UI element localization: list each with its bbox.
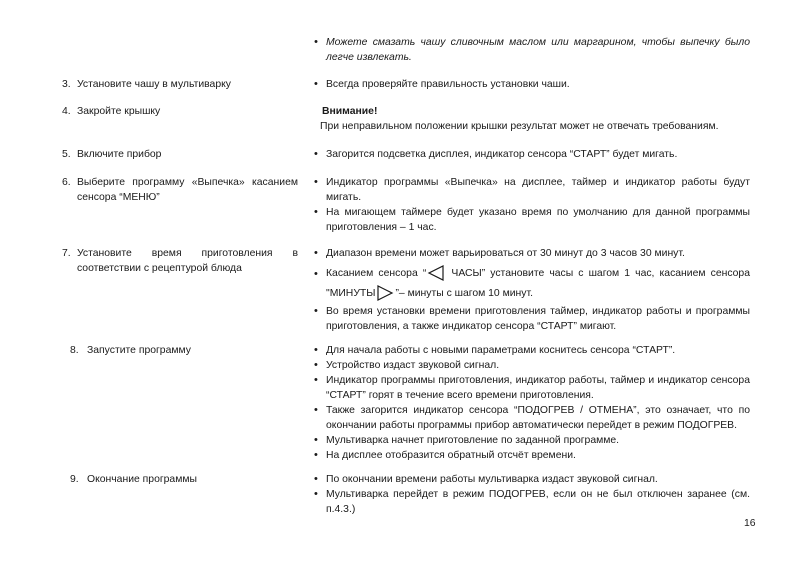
step-4-warning: [313, 104, 759, 134]
step-text: Окончание программы: [87, 474, 197, 485]
note-item: • Для начала работы с новыми параметрами коснитесь сенсора “СТАРТ”.: [313, 343, 750, 358]
note-item: • Устройство издаст звуковой сигнал.: [313, 358, 750, 373]
triangle-left-icon: [427, 264, 445, 282]
note-item: • Индикатор программы приготовления, индикатор работы, таймер и индикатор сенсора “СТАРТ” горят в течение всего времени приготовления.: [313, 373, 750, 403]
step-number: 4.: [62, 106, 71, 117]
note-item: • На мигающем таймере будет указано время по умолчанию для данной программы приготовления – 1 час.: [313, 205, 750, 235]
note-item: • Индикатор программы «Выпечка» на дисплее, таймер и индикатор работы будут мигать.: [313, 175, 750, 205]
sensor-note-part3: ”– минуты с шагом 10 минут.: [395, 288, 533, 299]
step-number: 9.: [70, 474, 79, 485]
step-text: Запустите программу: [87, 345, 191, 356]
step-7-notes: [313, 246, 750, 334]
step-text: Включите прибор: [77, 149, 162, 160]
triangle-right-icon: [376, 284, 394, 302]
step-3-notes: [313, 77, 750, 92]
step-number: 6.: [62, 177, 71, 188]
step-3-instruction: [62, 77, 298, 92]
sensor-note-part1: Касанием сенсора “: [326, 268, 427, 279]
note-item: • Также загорится индикатор сенсора “ПОДОГРЕВ / ОТМЕНА”, это означает, что по окончании работы программы прибор автоматически перейдет в режим ПОДОГРЕВ.: [313, 403, 750, 433]
step-8-notes: [313, 343, 750, 463]
note-item: • Мультиварка начнет приготовление по заданной программе.: [313, 433, 750, 448]
warning-title: Внимание!: [322, 106, 378, 117]
step-9-notes: [313, 472, 750, 517]
step-7-instruction: [62, 246, 298, 276]
intro-tip: • Можете смазать чашу сливочным маслом или маргарином, чтобы выпечку было легче извлекать.: [313, 35, 750, 65]
note-item: • По окончании времени работы мультиварка издаст звуковой сигнал.: [313, 472, 750, 487]
step-9-instruction: [70, 472, 306, 487]
sensor-note: [313, 264, 750, 304]
step-number: 3.: [62, 79, 71, 90]
step-text: Установите чашу в мультиварку: [77, 79, 231, 90]
sensor-note-part2: ЧАСЫ” установите часы с шагом 1 час, касанием сенсора "МИНУТЫ: [326, 268, 750, 299]
step-6-notes: [313, 175, 750, 235]
step-text: Выберите программу «Выпечка» касанием сенсора “МЕНЮ”: [77, 177, 298, 203]
note-item: • Во время установки времени приготовления таймер, индикатор работы и программы приготовления, а также индикатор сенсора “СТАРТ” мигают.: [313, 304, 750, 334]
step-5-notes: [313, 147, 750, 162]
step-8-instruction: [70, 343, 306, 358]
note-item: • Загорится подсветка дисплея, индикатор сенсора “СТАРТ” будет мигать.: [313, 147, 750, 162]
step-6-instruction: [62, 175, 298, 205]
note-item: • На дисплее отобразится обратный отсчёт времени.: [313, 448, 750, 463]
note-item: • Диапазон времени может варьироваться от 30 минут до 3 часов 30 минут.: [313, 246, 750, 261]
warning-text: При неправильном положении крышки результат может не отвечать требованиям.: [320, 121, 719, 132]
step-text: Установите время приготовления в соответствии с рецептурой блюда: [77, 248, 298, 274]
note-item: • Мультиварка перейдет в режим ПОДОГРЕВ, если он не был отключен заранее (см. п.4.3.): [313, 487, 750, 517]
intro-notes: [313, 35, 750, 65]
step-4-instruction: [62, 104, 298, 119]
step-number: 5.: [62, 149, 71, 160]
note-item: • Всегда проверяйте правильность установки чаши.: [313, 77, 750, 92]
step-5-instruction: [62, 147, 298, 162]
step-number: 7.: [62, 248, 71, 259]
step-text: Закройте крышку: [77, 106, 161, 117]
page-number: 16: [744, 518, 756, 529]
step-number: 8.: [70, 345, 79, 356]
